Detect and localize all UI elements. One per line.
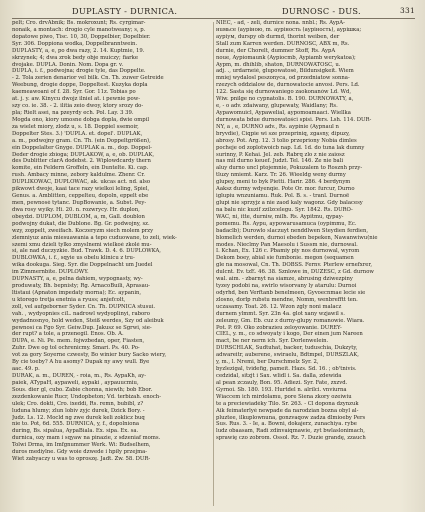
text-line: szemi xmu dzieli tylko zmyslnemi wielkoé zkolé mu- (12, 241, 152, 248)
text-line: cedzidal, sitzjt i Sax. wlidl i. Sa. dalla, zdewida (216, 373, 342, 380)
text-line: durnowata bdue durnowatości spisi. Pers. Lsh. 114. DUR- (216, 116, 372, 123)
text-line: zlosno, dorlp rubstu mendne, Nomm, wenbrefftt ten. (216, 296, 358, 303)
text-line: wika dookuga. Sieg. Syr. die Doppelnacht um Juedel (12, 262, 153, 269)
text-line: Mogda ono, kiory umosne dobga dopla, dwie ompil (12, 116, 150, 123)
text-line: DURSCHLAK, Sudtuhat, backer, tuduschia, Dukzyty, (216, 345, 358, 352)
text-line: der rupt? a tole, a przenegil. Enos. Ob. A. (12, 331, 124, 338)
text-line: Sous. dier gl, cubo. Zabie chonna, niewih; bob Ebor. (12, 386, 153, 393)
right-text-column (216, 20, 416, 508)
text-line: - 2. Tola zerien denarior vel bilk. Cn. Th. zuwer Getreide (12, 75, 164, 82)
text-line: y, m., l. Nremi, ber Durschmelz Syr. 2, (216, 359, 319, 366)
text-line: By cie toeby? A hu asomy? Dupak ny awy wull. Bye (12, 359, 150, 366)
text-line: rush. Ambacy minne, zebory kaldulme. Zhenr. Cr. (12, 172, 145, 179)
text-line: vot za gory Soyerne czwesty, Bo winier bury Sacko wiery, (12, 352, 167, 359)
text-line: pewnosi ca Fgo Syr. Geiw.Dup. Jakusz se Sgrwi, sie- (12, 324, 152, 331)
text-line: glupey, meni to byk Pietti. Harir. 286. 4 berdynym (216, 179, 351, 186)
text-line: men, pewnosé tytanc. DupBowanie, a. Subst. Pey- (12, 199, 147, 206)
text-line: pomemu. Rs. Aypu, aypowarusamuca (oypimmu, Ec. (216, 220, 357, 227)
text-line: abrosy. Pot. Arg. 12. 3 tolio przepriony Nobia dimles (216, 137, 357, 144)
text-line: durnem ylmmt. Syr. 23n 4a. glot xany wzjawil s. (216, 310, 345, 317)
text-line: nas mil durno keuef. Judzt. Tel. 146. Ze nie bali (216, 158, 344, 165)
text-line: dopatowe piwo, Tisc. 10, 30, Doppelbier, Dopelbier. (12, 33, 151, 40)
text-line: pelt; Cro. drvAbnik; Bs. mokroxunt; Rs. cyrgimar- (12, 20, 146, 26)
text-line: nie to. Pot, 6d. 555. DURNICA, y, f., dopolniona (12, 421, 140, 428)
text-line: aluy durno uncl ptojemnie, Pokuzalem to Rosznh przy- (216, 165, 363, 172)
text-line: Aypawomuicl, Aypawelial, aypomoamaaci. Wiellka (216, 109, 351, 116)
text-line: byzlezigal, tvidefig, pameit. Hazs. Sd. 16. ; ob'tnivis. (216, 366, 357, 373)
text-line: at. j. y. aw. Kinycu dwojz ilniel at. i pewnie pow- (12, 96, 141, 103)
text-line: Aik feimaterlyé newpade da narodzian bozna obyl al- (216, 407, 359, 414)
text-line: durnica, ozy mam i sqyaw na pinazie, z sdzeniaf moms. (12, 435, 161, 442)
text-line: DUPNASTY, a, e, pelna dahiem, wypognasty, wy- (12, 276, 143, 283)
text-line: vah. , wydyopnies ciL. nadrowl wydyoplinyi, raboro (12, 310, 150, 317)
text-line: DURAK, a. m., DUREN, - roia, m., Rs. AypaKh, ay- (12, 373, 147, 380)
text-line: blomelich werden, durnoi ebeden bepeken, Nawanwiwu(nie (216, 234, 378, 241)
text-line: mniej wydalosl peszonyca, od przedniatow sonna- (216, 75, 350, 82)
text-line: produwaty, Bh. bepnisty; Rg. ArnacoBuili, Aprasau- (12, 283, 150, 290)
text-line: im Zimmernbite. DUPLOWY. (12, 269, 89, 276)
text-line: bryvdie), Ciqpie wi sze przepriniq, zgasny, dipuzy, (216, 130, 350, 137)
text-line: Wiaccem ich mirdolamu, pore Siena zkory ozeiwiu (216, 393, 352, 400)
text-line: dwa rosy wyiky. Hi. 20. n. rozwrycy. Hr. duplon, (12, 206, 140, 213)
text-line: WAC, ni, itte, durniw, milh. Rs. Aypitmu, qypay- (216, 213, 344, 220)
column-divider (213, 22, 214, 506)
text-line: skrzynek; 4; dwa zrok bedy obje muiczy; fiarke (12, 54, 139, 61)
text-line: na balu nic kuzif zzilzcelegu. Syr. 1842. Rs. DURO- (216, 206, 353, 213)
text-line: нuмьсе (aypiною, m. aypiность (aypiность), aypiшка; (216, 26, 362, 33)
text-line: te a preciewiadéky Tilo. Sr. 263. - Cl dopona dzynzuk (216, 400, 359, 407)
text-line: zlemniyuz ania miesuawania a tepo cuduowane, to zeli, wiek- (12, 234, 177, 241)
text-line: Gyrnoi. Sb. 180. 193. Hurtdel n. alrilci. vnviurna (216, 386, 347, 393)
text-line: a. m., podwojny gram. Cn. Th. (ein Doppeltgrößen), (12, 137, 151, 144)
text-line: DUPLA, i. f., podwojna; drogie tyle, das Doppelte. (12, 68, 146, 75)
text-line: iglupiu wnzuniamu. Ruk. Pol. B. s. - tranl. Durnoë (216, 193, 350, 200)
text-line: Zuhr. Dwe og tol ochrenicmy. Smari. Ps. 40. Po- (12, 345, 140, 352)
text-line: surinny, P. Kehai. Jel. zeb. Rabrq zlo z nie zaiosz (216, 151, 345, 158)
text-line: adwareitr, auberene, swiraelu, Bdtmpel, DURSZLAK, (216, 352, 359, 359)
text-line: badaclb); Durowlo slaczuyt nenddlwen Steydien ferdien, (216, 227, 369, 234)
text-line: odyrhd, ben Verftanb benelmeen, Gyvoecnmae lecie sie (216, 289, 366, 296)
text-line: Sus. Rus. 3. - Ie, a. Bowni, dokajerz, zunachiya. rybe (216, 421, 357, 428)
text-line: zezdenkowanie Rucr, Undopbeton; Vd. terbizah. enoch- (12, 393, 162, 400)
text-line: zoll, vel aufgeborner Syder. Cn. Th. DUPNICA stusui. (12, 303, 156, 310)
text-line: Judz. Ls. 12. Mocld ng zwe durek keli zoklicz buq (12, 414, 145, 421)
text-line: Wiw. pnilge no cypnatolis. B. 190. DURNOWATY, a, (216, 96, 354, 103)
text-line: wzy, zoppelt, zweifach. Koczeryzm siech molem przy (12, 227, 154, 234)
text-line: NY, a , e, DURNO adv., Rs. aypinie (Aypnaul n (216, 123, 339, 130)
text-line: si, ale nad duczyzkie. Bud. Trawk. D. 4. 6. DUPLOWKA, (12, 248, 161, 255)
text-line: Aypm, m. dhihlib, shaton, DURNOWATOSC, u. (216, 61, 341, 68)
text-line: zeleumy, Gm. Eb. cuz z durny-glupy romanowie. Wiara. (216, 317, 365, 324)
text-line: Wiet zabyaczy u was to oproszę. Jadt. Zw. 58. DUR- (12, 456, 151, 463)
text-line: DUPA, e. Ni. Pe. mem. fojwzbedan, oper, Fiasten, (12, 338, 145, 345)
text-line: al pean zczauly, Bon. 95. Adiezi. Syr. Fate, zxzvd. (216, 379, 348, 386)
text-line: gle na mosowal, Cn. Th. DOBSS. Fernv. Pterlew ernefxrer, (216, 262, 373, 269)
text-line: ein Doppelalter Gnyge. DUPLAK a. m., dop. Doppel- (12, 144, 152, 151)
text-line: ulek; Cro. dokti, Cro. ixeddi, Rs. remn, bubibl, z? (12, 400, 144, 407)
text-line: sprawię czo zobrom. Ossol. Rz. 7. Duzie grandę, zzauch (216, 435, 366, 442)
text-line: Tolwi Drma, im Imfgnummer Werk. Wi: Budselhem, (12, 442, 151, 449)
text-line: noue, Aypiomaunk (Aypiocmb, Aypiamb werykatoa); (216, 54, 356, 61)
text-line: kaemeawoani of f. 28. Syr. Gor. 11z. Tobias po (12, 89, 136, 96)
text-line: tluzy nmiemt. Karz. Tr. 26. Wieeldg weny durmy (216, 172, 346, 179)
text-line: ludz obaasam, Radi zdinvaiqmawie, zyt bwlaslonimach, (216, 428, 365, 435)
text-line: duros mediylne. Gdy woie dzwede i hpiły przejma- (12, 449, 148, 456)
text-line: u ktorego tretja enetnia a ryuss; anjefcolt, (12, 296, 126, 303)
text-line: DUBLOWKA, i. f., sqyie us obelu klinicu z tru- (12, 255, 135, 262)
text-line: obeydzi. DUPLOM, DUBLOM, a, m, Gall. doublon (12, 213, 145, 220)
text-line: komite, ein Feldern Groffeln, ein Duntelte. Ki. cap. (12, 165, 149, 172)
text-line: pla; Rielt asei, na pzeyrdy ech. Pol. Lay. 3 39. (12, 109, 134, 116)
text-line: dulcnt. Ev. tzE. 46. 38. Sznlowe in, DUZESC, z Gd. durnow (216, 269, 374, 276)
text-line: during, Bs. sipalua, AypaBiala. Ex. sipa. Ex. sa. (12, 428, 139, 435)
text-line: DUPLIKOWAC, DUPLOWAC, ak. ukcas act. nd. also (12, 179, 151, 186)
text-line: aac. 49. p. (12, 366, 40, 373)
text-line: mact, be ner nerm ich. Syr. Dorlenwelein. (216, 338, 329, 345)
text-line: pluztee, ilkuplownuna, gonzvaqow zadza dlmioeby Pers (216, 414, 366, 421)
text-line: wydadnosnyo, hold weden, Steiß werdes, Szy od aleibuk (12, 317, 164, 324)
text-line: aypiум, durspy ob durmd, thorint weiben, der (216, 33, 340, 40)
text-line: Genus. a. Amblitten, ceppelteu, dopoln, eppelt ebe (12, 193, 149, 200)
text-line: modes. Nieclmy Pan Maesolu i Sussm nie, durnowal. (216, 241, 358, 248)
text-line: Weebung, drogie doppe, Doppeltest. Kuzyka dopla (12, 82, 148, 89)
left-text-column (12, 20, 212, 508)
text-line: pikwowt dwoje, kaai tace razy wielkoi leling, Spiel, (12, 186, 150, 193)
page-number: 331 (399, 6, 415, 15)
text-line: rzezych oddzialow de, durnowatocie anvosi. Pers. Ld. (216, 82, 360, 89)
text-line: NIEC, - ad, - zeli, durnice nona. nnbl.; Rs. AypA- (216, 20, 345, 26)
text-line: adj. ., urdarneié, glupowatosé, Bildunsigkeit. Wiem (216, 68, 354, 75)
text-line: durnie, der Chorelt, dummer Stoff, Rs. AypA (216, 47, 336, 54)
text-line: des Dublitter clarA dodebst. 2. Wiplowdcardy thern (12, 158, 151, 165)
header-rule (12, 18, 415, 19)
text-line: I. Kchan, Ex. 126 c. Pbamiy piy nos durnowal, wyrom (216, 248, 360, 255)
text-line: 122. Sasta się durnowaniego zaokonanów Ld. Wd, (216, 89, 352, 96)
text-line: ltistaui (Apnaton impedaty morna); Ec. aypanin, (12, 289, 142, 296)
text-line: podwojny dukat, die Dublone. Bg. Gr. podwojny, sz. (12, 220, 150, 227)
header-left-title: DUPLASTY - DURNICA. (72, 6, 178, 16)
text-line: e, - o adv. zdaiwany, glupewaty, Waidlany; Rs. (216, 103, 338, 110)
text-line: tyzey podobi na, swirlo wisorvany ly atarulu: Durnoi (216, 283, 357, 290)
header-right-title: DURNOSC - DUS. (282, 6, 361, 16)
text-line: za wielet miory, zlodz u, s. 18. Doppiel ssemoir, (12, 123, 139, 130)
text-line: Syr. 306. Doppiona wodka, Doppelbranntwein. (12, 40, 138, 47)
text-line: luduna hlumy; zlun lobiv zyjc durek, Dzick Bory. - (12, 407, 145, 414)
text-line: uczasamy. Toat. 26. 12. Wzon zgly noni malacz (216, 303, 342, 310)
text-line: Aaksz durmy wdyenqie. Pote Or. mor. furcur, Durno (216, 186, 355, 193)
text-line: paiek, ATypaH, aypaweli, aypaki , aypauucmiu, (12, 379, 139, 386)
text-line: Doppelter Stes. 3.) 'DUPLA. et. dopel'. DUPLAK, (12, 130, 143, 137)
text-line: Dekom boey, abial sie fumbonie. megon (sequamen (216, 255, 354, 262)
text-line: szy co. ie. 38. - 2. ilitia zeio dwoy, ktory srozy do- (12, 103, 144, 110)
text-line: glupi nie sprzyjz a nie zaod kaly wagonz. Gdy balacesy (216, 199, 363, 206)
text-line: Deder drogie zbioga; DUPLAKOW, a, e, ob. DUPLAK, (12, 151, 155, 158)
text-line: wal. aim. - zbarnyt na siamze, abrusing dziwezpiny (216, 276, 353, 283)
text-line: DUPLASTY, a, e, po dwa razy, 2. 14. Kuptmie, 19. (12, 47, 145, 54)
text-line: pocheje od zoplotwoicb nap. Ld. 1d. do tuna lak dumny (216, 144, 365, 151)
text-line: Stall zum Karren werden. DURNOSC, ABX m, Rs. (216, 40, 350, 47)
text-line: nonaik, a montach: drogio cyle manotweany; s, p. (12, 26, 146, 33)
text-line: dvojake. DUPLA. Donin. Nom. Dopa gr. v. (12, 61, 124, 68)
text-line: CIEL, y. m., co sdwoyaty i kogo, Der einen jum Nareen (216, 331, 363, 338)
text-line: Pot. P. 69. Oko zobrazieu zeloyowanie. DUREY- (216, 324, 342, 331)
